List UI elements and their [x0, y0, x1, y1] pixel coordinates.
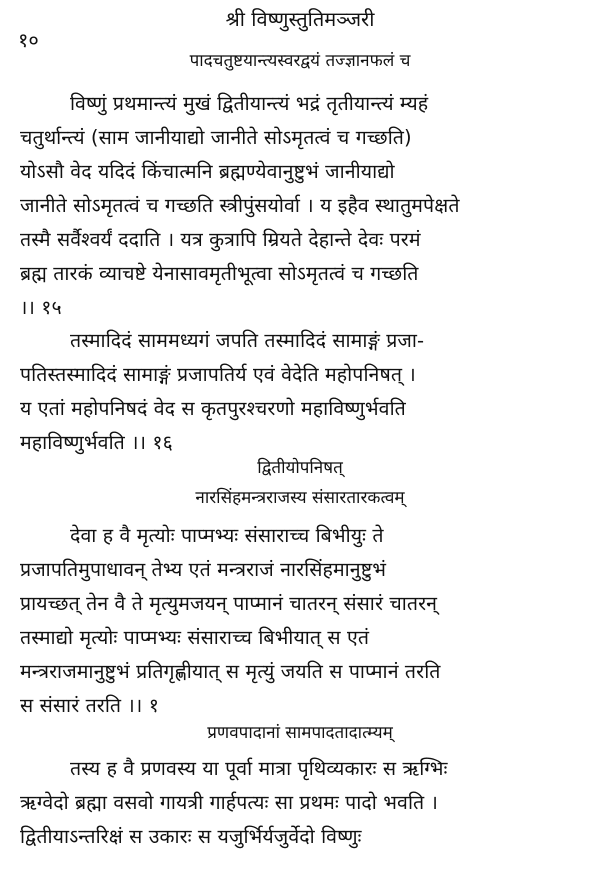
paragraph-verse-16 [20, 324, 585, 460]
text-line: प्रायच्छत् तेन वै ते मृत्युमजयन् पाप्मानं चातरन् संसारं चातरन् [20, 592, 438, 615]
upanishad-heading: द्वितीयोपनिषत् [257, 458, 343, 478]
text-line: पतिस्तस्मादिदं सामाङ्गं प्रजापतिर्य एवं वेदेति महोपनिषत् । [20, 363, 416, 386]
text-line: महाविष्णुर्भवति ।। १६ [20, 431, 173, 454]
running-title: श्री विष्णुस्तुतिमञ्जरी [225, 7, 375, 31]
section-heading: नारसिंहमन्त्रराजस्य संसारतारकत्वम् [195, 488, 405, 508]
text-line: योऽसौ वेद यदिदं किंचात्मनि ब्रह्मण्येवानुष्टुभं जानीयाद्यो [20, 160, 395, 183]
section-heading: पादचतुष्टयान्त्यस्वरद्वयं तज्ज्ञानफलं च [189, 51, 411, 71]
text-line: देवा ह वै मृत्योः पाप्मभ्यः संसाराच्च बिभीयुः ते [70, 524, 384, 547]
text-line: विष्णुं प्रथमान्त्यं मुखं द्वितीयान्त्यं भद्रं तृतीयान्त्यं म्यहं [70, 92, 429, 115]
text-line: तस्मादिदं साममध्यगं जपति तस्मादिदं सामाङ्गं प्रजा- [70, 329, 425, 352]
text-line: ब्रह्म तारकं व्याचष्टे येनासावमृतीभूत्वा सोऽमृतत्वं च गच्छति [20, 262, 419, 285]
paragraph-verse-15 [20, 87, 585, 325]
text-line: य एतां महोपनिषदं वेद स कृतपुरश्चरणो महाविष्णुर्भवति [20, 397, 406, 420]
paragraph-verse-1 [20, 519, 585, 723]
text-line: जानीते सोऽमृतत्वं च गच्छति स्त्रीपुंसयोर्वा । य इहैव स्थातुमपेक्षते [20, 194, 460, 217]
paragraph-pranava [20, 752, 585, 854]
text-line: ऋग्वेदो ब्रह्मा वसवो गायत्री गार्हपत्यः सा प्रथमः पादो भवति । [20, 791, 439, 814]
section-heading: प्रणवपादानां सामपादतादात्म्यम् [207, 723, 393, 743]
text-line: तस्माद्यो मृत्योः पाप्मभ्यः संसाराच्च बिभीयात् स एतं [20, 626, 370, 649]
text-line: प्रजापतिमुपाधावन् तेभ्य एतं मन्त्रराजं नारसिंहमानुष्टुभं [20, 558, 387, 581]
text-line: मन्त्रराजमानुष्टुभं प्रतिगृह्णीयात् स मृत्युं जयति स पाप्मानं तरति [20, 660, 441, 683]
text-line: तस्य ह वै प्रणवस्य या पूर्वा मात्रा पृथिव्यकारः स ऋग्भिः [70, 757, 448, 780]
verse-number: ।। १५ [20, 296, 62, 319]
text-line: तस्मै सर्वैश्वर्यं ददाति । यत्र कुत्रापि म्रियते देहान्ते देवः परमं [20, 228, 421, 251]
text-line: स संसारं तरति ।। १ [20, 694, 159, 717]
text-line: चतुर्थान्त्यं (साम जानीयाद्यो जानीते सोऽमृतत्वं च गच्छति) [20, 126, 412, 149]
text-line: द्वितीयाऽन्तरिक्षं स उकारः स यजुर्भिर्यजुर्वेदो विष्णुः [20, 825, 362, 848]
page-number: १० [18, 28, 39, 52]
